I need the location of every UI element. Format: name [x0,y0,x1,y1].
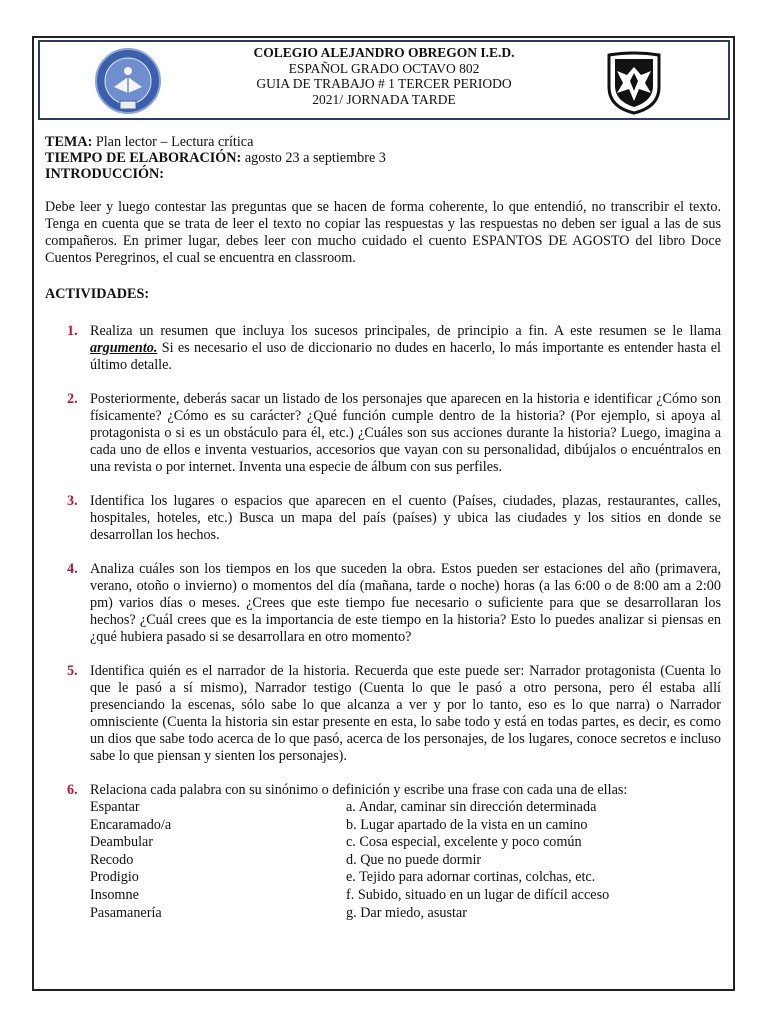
activity-number: 5. [67,663,78,679]
activities-list [45,323,721,922]
vocab-definition: e. Tejido para adornar cortinas, colchas, etc. [346,869,596,886]
activity-item: 2. Posteriormente, deberás sacar un listado de los personajes que aparecen en la historia e identificar ¿Cómo son físicamente? ¿Cómo es su carácter? ¿Qué función cumple dentro de la historia? (Por ejemplo, si apoya al protagonista o si es un obstáculo para él, etc.) ¿Cuáles son sus acciones durante la historia? Luego, imagina a cada uno de ellos e inventa vestuarios, accesorios que vayan con su personalidad, dibújalos o encuéntralos en una revista o por internet. Inventa una especie de álbum con sus perfiles. [67,391,721,475]
vocabulary-table [90,799,721,922]
subject-line: ESPAÑOL GRADO OCTAVO 802 [288,60,480,76]
activity-number: 3. [67,493,78,509]
year-line: 2021/ JORNADA TARDE [312,91,456,107]
activity-number: 4. [67,561,78,577]
tema-value: Plan lector – Lectura crítica [95,134,254,150]
activity-number: 1. [67,323,78,339]
vocab-word: Pasamanería [90,904,162,921]
activity-item: 3. Identifica los lugares o espacios que aparecen en el cuento (Países, ciudades, plazas, restaurantes, calles, hospitales, hoteles, etc.) Busca un mapa del país (países) y ubica las ciudades y los sitios en donde se desarrollan los hechos. [67,493,721,543]
vocab-word: Espantar [90,799,140,815]
activity-number: 6. [67,782,78,798]
activities-heading: ACTIVIDADES: [45,286,150,302]
tiempo-label: TIEMPO DE ELABORACIÓN: [45,150,242,166]
vocab-definition: d. Que no puede dormir [346,851,482,868]
vocab-word: Deambular [90,834,154,851]
vocab-definition: a. Andar, caminar sin dirección determinada [346,799,597,815]
document-header [38,40,730,120]
guide-line: GUIA DE TRABAJO # 1 TERCER PERIODO [256,76,512,91]
tema-label: TEMA: [45,134,93,150]
activity-item: 1. Realiza un resumen que incluya los sucesos principales, de principio a fin. A este resumen se le llama argumento. Si es necesario el uso de diccionario no dudes en hacerlo, lo más importante es entender hasta el último detalle. [67,323,721,373]
document-body [45,134,721,922]
bogota-shield-icon [605,51,663,115]
vocab-word: Prodigio [90,869,139,886]
argumento-term: argumento. [90,340,158,356]
vocab-definition: c. Cosa especial, excelente y poco común [346,834,582,851]
activity-number: 2. [67,391,78,407]
intro-heading: INTRODUCCIÓN: [45,166,165,182]
activity-item: 5. Identifica quién es el narrador de la historia. Recuerda que este puede ser: Narrador protagonista (Cuenta lo que le pasó a sí mismo), Narrador testigo (Cuenta lo que le pasó a otro persona, pero él estaba allí presenciando la escenas, sólo sabe lo que alcanza a ver y por lo tanto, eso es lo que narra) o Narrador omnisciente (Cuenta la historia sin estar presente en esta, lo sabe todo y está en todas partes, es decir, es como un dios que sabe todo acerca de lo que pasó, acerca de los personajes, de los lugares, conoce secretos e incluso sabe lo que piensan y sienten los personajes). [67,663,721,764]
school-name: COLEGIO ALEJANDRO OBREGON I.E.D. [253,45,515,60]
activity-item: 6. Relaciona cada palabra con su sinónimo o definición y escribe una frase con cada una de ellas: Espantar a. Andar, caminar sin dirección determinada Encaramado/a b. Lugar apartado de la vista en un camino Deambular c. Cosa especial, excelente y poco común Recodo d. Que no puede dormir Prodigio e. Tejido para adornar cortinas, colchas, etc. Insomne f. Subido, situado en un lugar de difícil acceso Pasamanería g. Dar miedo, asustar [45,782,721,922]
activity-item: 4. Analiza cuáles son los tiempos en los que suceden la obra. Estos pueden ser estaciones del año (primavera, verano, otoño o invierno) o momentos del día (mañana, tarde o noche) horas (a las 6:00 o de 8:00 am a 2:00 pm) varios días o meses. ¿Crees que este tiempo fue necesario o suficiente para que se desarrollaran los hechos? ¿Cuál crees que es la importancia de este tiempo en la historia? Esto lo puedes analizar si piensas en ¿qué hubiera pasado si se desarrollara en otro momento? [67,561,721,645]
vocab-definition: f. Subido, situado en un lugar de difícil acceso [346,886,610,903]
vocab-word: Encaramado/a [90,816,172,833]
tiempo-line [45,150,721,166]
tema-line [45,134,721,150]
vocab-word: Recodo [90,851,134,868]
tiempo-value: agosto 23 a septiembre 3 [244,150,386,166]
vocab-word: Insomne [90,886,139,903]
intro-paragraph: Debe leer y luego contestar las preguntas que se hacen de forma coherente, lo que entendió, no transcribir el texto. Tenga en cuenta que se trata de leer el texto no copiar las respuestas y las respuestas no deben ser igual a las de sus compañeros. En primer lugar, debes leer con mucho cuidado el cuento ESPANTOS DE AGOSTO del libro Doce Cuentos Peregrinos, el cual se encuentra en classroom. [45,199,721,266]
vocab-definition: b. Lugar apartado de la vista en un camino [346,816,588,833]
vocab-definition: g. Dar miedo, asustar [346,904,467,921]
